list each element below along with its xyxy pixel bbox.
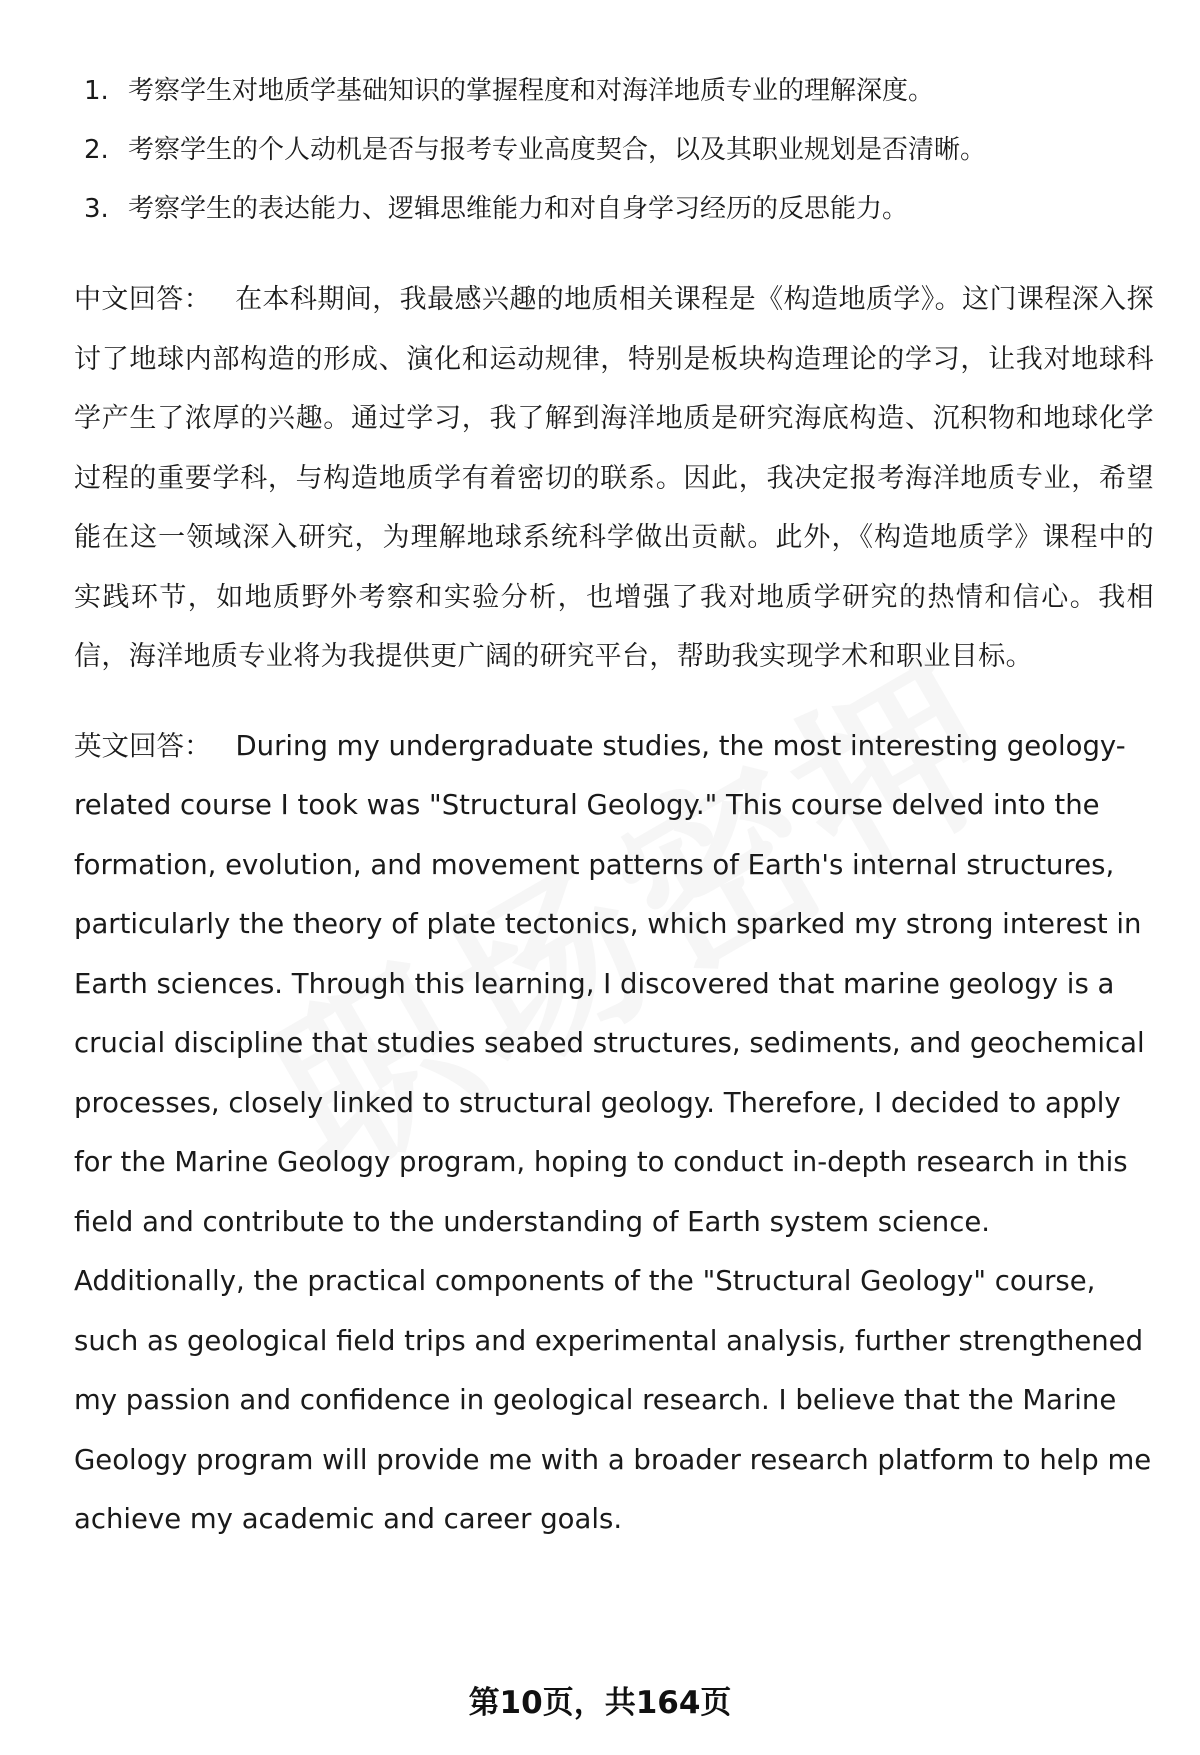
chinese-answer-label: 中文回答： <box>74 284 212 315</box>
criteria-list <box>74 62 1154 239</box>
list-item <box>74 180 1154 239</box>
list-item-text: 考察学生的表达能力、逻辑思维能力和对自身学习经历的反思能力。 <box>128 194 909 224</box>
page-number: 第10页，共164页 <box>468 1685 732 1721</box>
list-item <box>74 62 1154 121</box>
list-item-text: 考察学生的个人动机是否与报考专业高度契合，以及其职业规划是否清晰。 <box>128 135 987 165</box>
list-item <box>74 121 1154 180</box>
english-answer-label: 英文回答： <box>74 729 212 762</box>
page-content <box>74 62 1154 1550</box>
chinese-answer <box>74 270 1154 687</box>
english-answer <box>74 717 1154 1550</box>
list-item-number: 3. <box>84 194 109 224</box>
list-item-number: 1. <box>84 76 109 106</box>
list-item-text: 考察学生对地质学基础知识的掌握程度和对海洋地质专业的理解深度。 <box>128 76 935 106</box>
english-answer-text: During my undergraduate studies, the most interesting geology-related course I took was "Structural Geology." This course delved into the formation, evolution, and movement patterns of Earth's internal structures, particularly the theory of plate tectonics, which sparked my strong interest in Earth sciences. Through this learning, I discovered that marine geology is a crucial discipline that studies seabed structures, sediments, and geochemical processes, closely linked to structural geology. Therefore, I decided to apply for the Marine Geology program, hoping to conduct in-depth research in this field and contribute to the understanding of Earth system science. Additionally, the practical components of the "Structural Geology" course, such as geological field trips and experimental analysis, further strengthened my passion and confidence in geological research. I believe that the Marine Geology program will provide me with a broader research platform to help me achieve my academic and career goals. <box>74 729 1152 1535</box>
list-item-number: 2. <box>84 135 109 165</box>
chinese-answer-text: 在本科期间，我最感兴趣的地质相关课程是《构造地质学》。这门课程深入探讨了地球内部构造的形成、演化和运动规律，特别是板块构造理论的学习，让我对地球科学产生了浓厚的兴趣。通过学习，我了解到海洋地质是研究海底构造、沉积物和地球化学过程的重要学科，与构造地质学有着密切的联系。因此，我决定报考海洋地质专业，希望能在这一领域深入研究，为理解地球系统科学做出贡献。此外，《构造地质学》课程中的实践环节，如地质野外考察和实验分析，也增强了我对地质学研究的热情和信心。我相信，海洋地质专业将为我提供更广阔的研究平台，帮助我实现学术和职业目标。 <box>74 284 1154 672</box>
